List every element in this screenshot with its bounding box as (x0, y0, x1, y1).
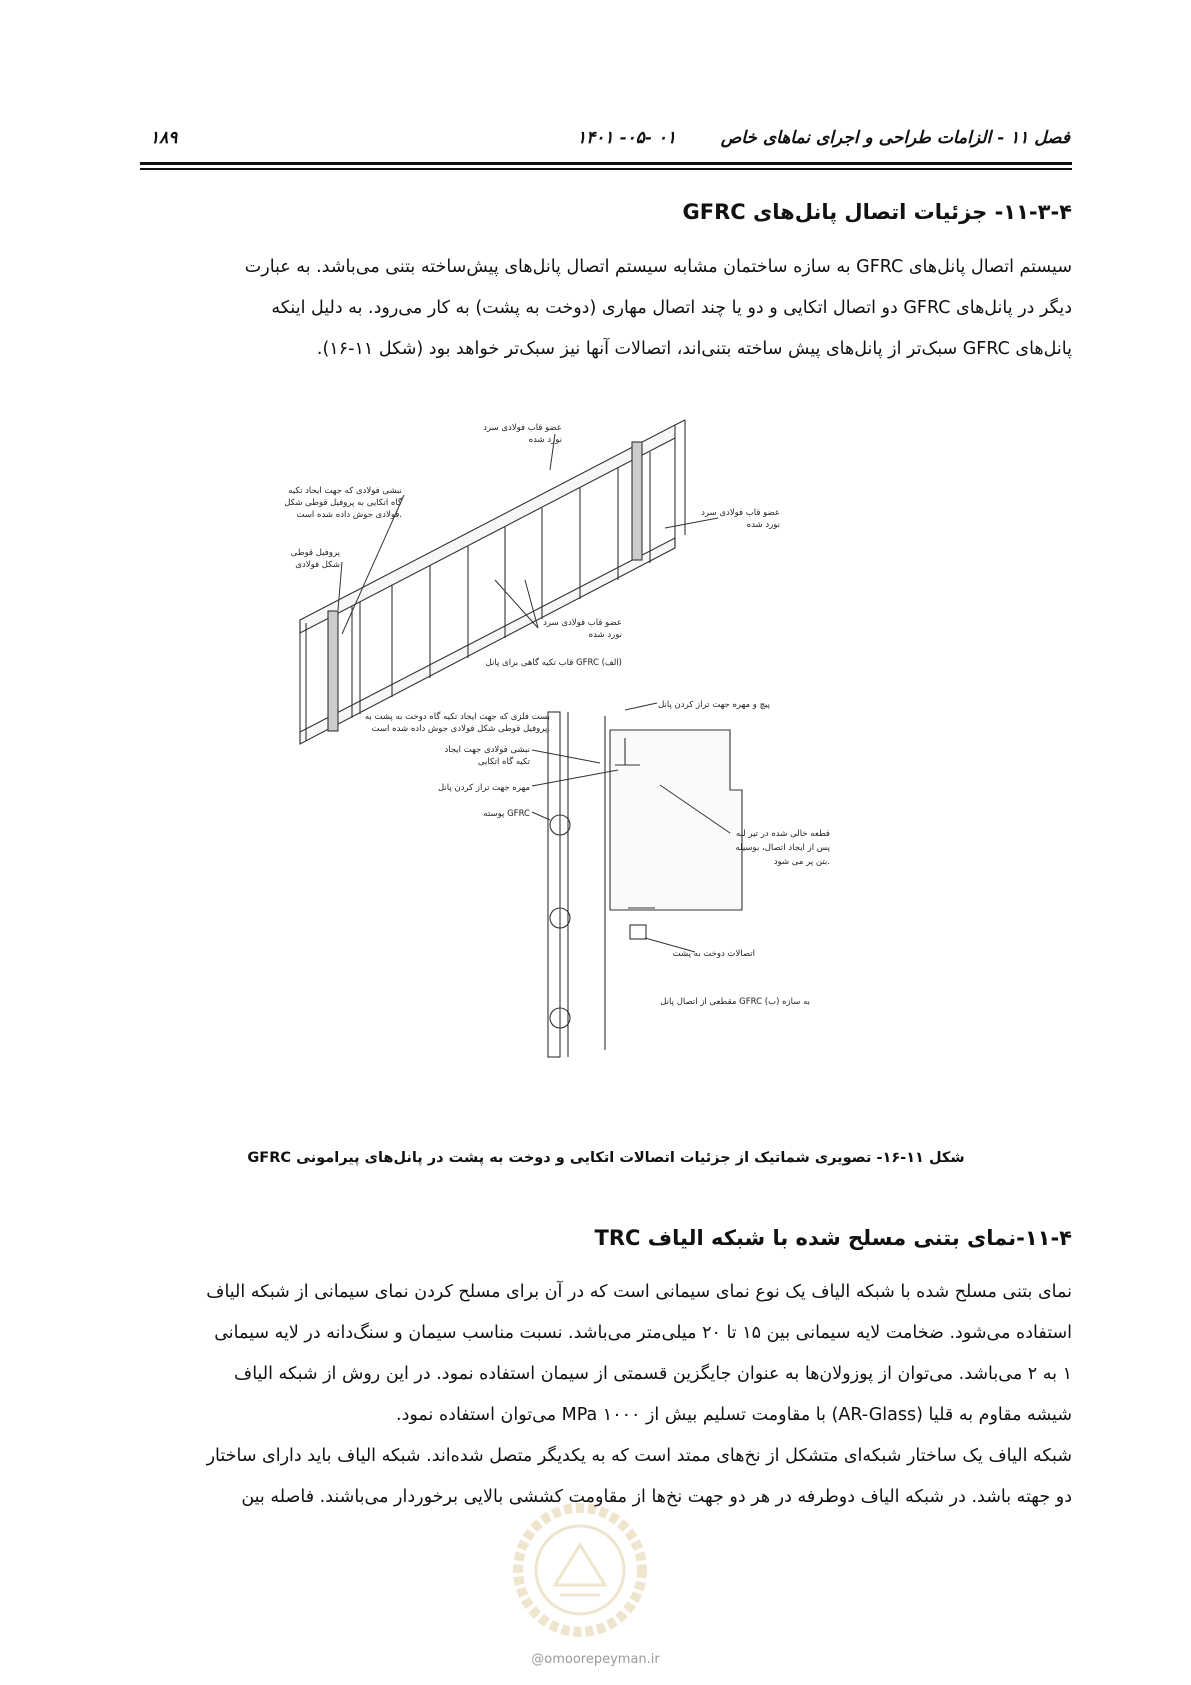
svg-text:پیچ و مهره جهت تراز کردن پانل: پیچ و مهره جهت تراز کردن پانل (658, 700, 770, 710)
header-rule-thick (140, 162, 1072, 165)
svg-text:پروفیل قوطی: پروفیل قوطی (290, 548, 340, 558)
header-date: ۰۱ -۰۵- ۱۴۰۱ (577, 128, 677, 148)
paragraph-line: شبکه الیاف یک ساختار شبکه‌ای متشکل از نخ‌های ممتد است که به یکدیگر متصل شده‌اند. شبکه الیاف باید دارای ساختار (206, 1446, 1072, 1466)
watermark-url: @omoorepeyman.ir (531, 1652, 660, 1667)
svg-text:پوسته GFRC: پوسته GFRC (483, 809, 530, 819)
paragraph-line: دو جهته باشد. در شبکه الیاف دوطرفه در هر دو جهت نخ‌ها از مقاومت کششی بالایی برخوردار می‌باشند. فاصله بین (241, 1487, 1072, 1507)
svg-text:عضو قاب فولادی سرد: عضو قاب فولادی سرد (701, 508, 780, 518)
frame-labels (284, 423, 780, 668)
paragraph-line: دیگر در پانل‌های GFRC دو اتصال اتکایی و دو یا چند اتصال مهاری (دوخت به پشت) به کار می‌رود. به دلیل اینکه (271, 298, 1072, 318)
svg-text:نورد شده: نورد شده (746, 520, 780, 530)
svg-text:قطعه خالی شده در تیر لبه: قطعه خالی شده در تیر لبه (736, 829, 830, 839)
page-number: ۱۸۹ (150, 128, 178, 148)
svg-text:نورد شده: نورد شده (528, 435, 562, 445)
section-gfrc-paragraph (140, 247, 1072, 370)
svg-text:اتصالات دوخت به پشت: اتصالات دوخت به پشت (672, 949, 755, 959)
watermark-seal-icon (500, 1490, 660, 1650)
svg-text:شکل فولادی: شکل فولادی (295, 560, 340, 570)
paragraph-line: پانل‌های GFRC سبک‌تر از پانل‌های پیش ساخته بتنی‌اند، اتصالات آنها نیز سبک‌تر خواهد بود (شکل ۱۱-۱۶). (316, 339, 1072, 359)
svg-text:فولادی جوش داده شده است.: فولادی جوش داده شده است. (296, 510, 402, 520)
svg-text:گاه اتکایی به پروفیل قوطی شکل: گاه اتکایی به پروفیل قوطی شکل (284, 498, 402, 508)
section-trc-paragraph (140, 1272, 1072, 1518)
svg-text:پروفیل قوطی شکل فولادی جوش داد: پروفیل قوطی شکل فولادی جوش داده شده است. (371, 724, 550, 734)
section-heading-gfrc: ۱۱-۳-۴- جزئیات اتصال پانل‌های GFRC (682, 200, 1072, 224)
svg-text:عضو قاب فولادی سرد: عضو قاب فولادی سرد (483, 423, 562, 433)
chapter-title: فصل ۱۱ - الزامات طراحی و اجرای نماهای خاص (720, 128, 1070, 148)
page-header (140, 128, 1070, 154)
svg-text:قاب تکیه گاهی برای پانل GFRC: قاب تکیه گاهی برای پانل GFRC (الف) (485, 658, 622, 668)
gfrc-connection-figure (284, 420, 940, 1145)
paragraph-line: نمای بتنی مسلح شده با شبکه الیاف یک نوع نمای سیمانی است که در آن برای مسلح کردن نمای سیمانی از شبکه الیاف (206, 1282, 1072, 1302)
svg-text:نبشی فولادی که جهت ایجاد تکیه: نبشی فولادی که جهت ایجاد تکیه (288, 486, 402, 496)
paragraph-line: استفاده می‌شود. ضخامت لایه سیمانی بین ۱۵ تا ۲۰ میلی‌متر می‌باشد. نسبت مناسب سیمان و سنگ‌دانه در لایه سیمانی (214, 1323, 1072, 1343)
paragraph-line: ۱ به ۲ می‌باشد. می‌توان از پوزولان‌ها به عنوان جایگزین قسمتی از سیمان استفاده نمود. در این روش از شبکه الیاف (234, 1364, 1072, 1384)
svg-text:نورد شده: نورد شده (588, 630, 622, 640)
svg-text:عضو قاب فولادی سرد: عضو قاب فولادی سرد (543, 618, 622, 628)
section-heading-trc: ۱۱-۴-نمای بتنی مسلح شده با شبکه الیاف TRC (594, 1226, 1072, 1250)
paragraph-line: سیستم اتصال پانل‌های GFRC به سازه ساختمان مشابه سیستم اتصال پانل‌های پیش‌ساخته بتنی می‌باشد. به عبارت (244, 257, 1072, 277)
svg-text:بست فلزی که جهت ایجاد تکیه گاه: بست فلزی که جهت ایجاد تکیه گاه دوخت به پشت به (364, 712, 550, 722)
svg-text:مقطعی از اتصال پانل GFRC به سا: مقطعی از اتصال پانل GFRC به سازه (ب) (660, 997, 810, 1007)
svg-text:مهره جهت تراز کردن پانل: مهره جهت تراز کردن پانل (438, 783, 530, 793)
svg-text:نبشی فولادی جهت ایجاد: نبشی فولادی جهت ایجاد (444, 745, 530, 755)
header-rule-thin (140, 168, 1072, 170)
svg-text:تکیه گاه اتکایی: تکیه گاه اتکایی (477, 757, 530, 767)
svg-text:بتن پر می شود.: بتن پر می شود. (773, 857, 830, 867)
svg-text:پس از ایجاد اتصال، بوسیله: پس از ایجاد اتصال، بوسیله (735, 843, 830, 853)
paragraph-line: شیشه مقاوم به قلیا (AR-Glass) با مقاومت تسلیم بیش از MPa ۱۰۰۰ می‌توان استفاده نمود. (396, 1405, 1072, 1425)
figure-caption: شکل ۱۱-۱۶- تصویری شماتیک از جزئیات اتصالات اتکایی و دوخت به پشت در پانل‌های پیرامونی GFRC (247, 1150, 965, 1166)
leader-lines (338, 434, 718, 634)
section-labels (365, 700, 831, 1007)
frame-drawing (300, 420, 685, 744)
